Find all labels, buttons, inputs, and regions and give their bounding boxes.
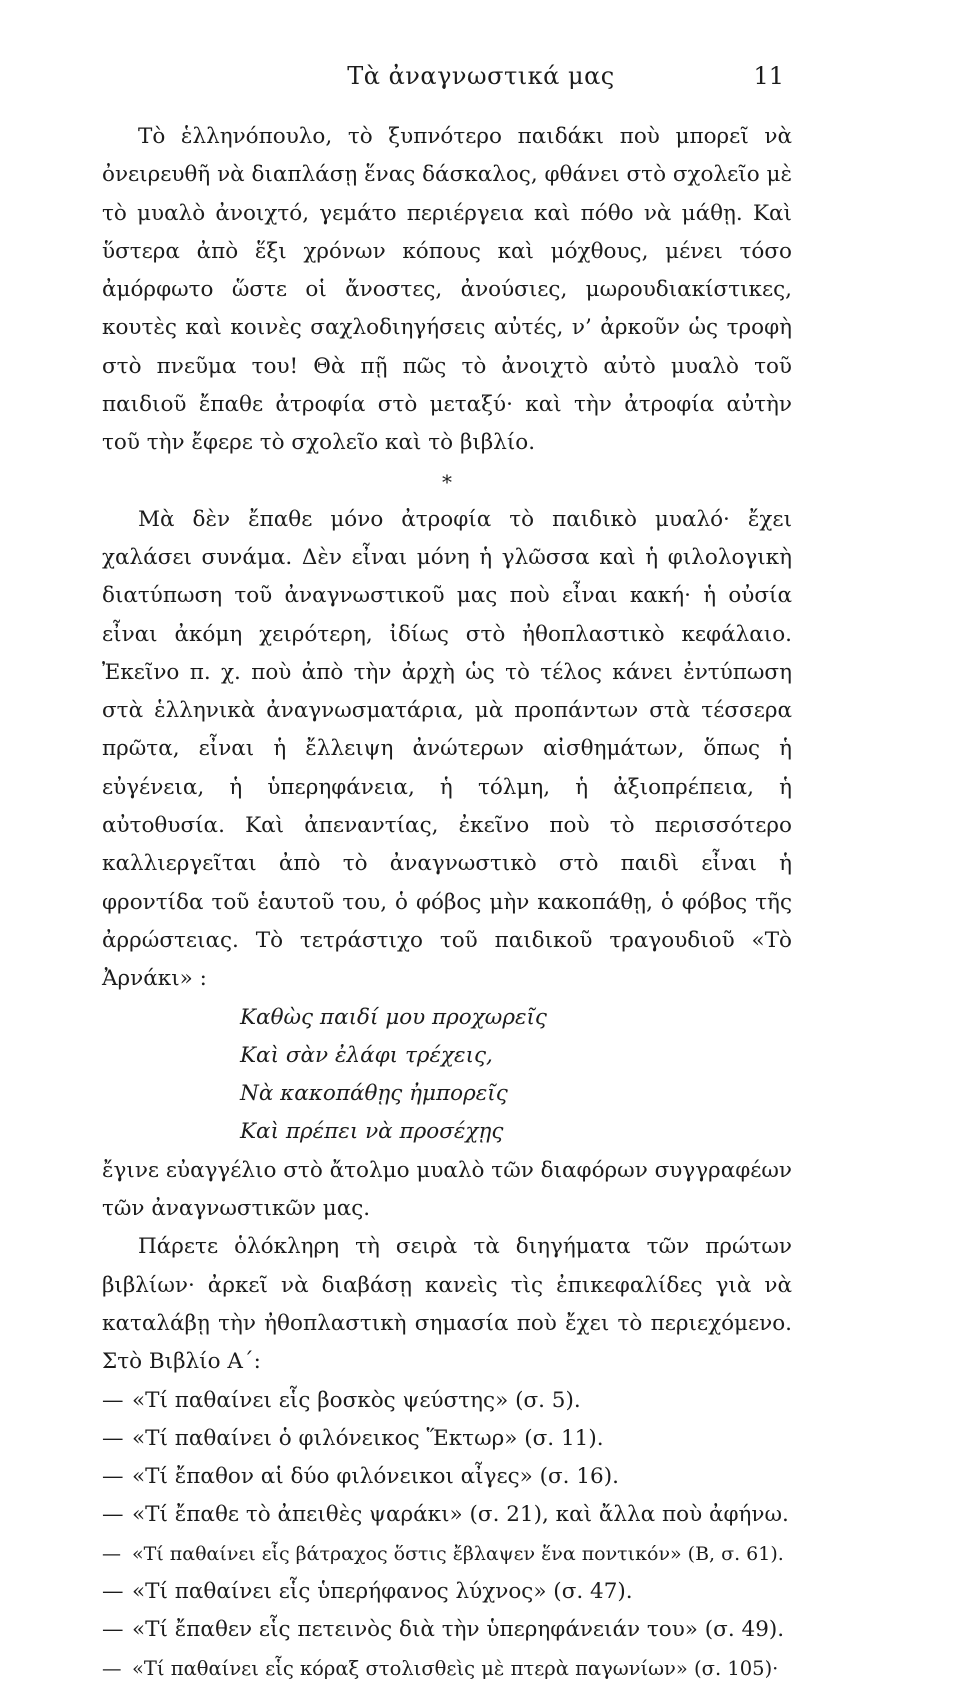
list-item-text: «Τί ἔπαθον αἱ δύο φιλόνεικοι αἶγες» (σ. 16). (132, 1464, 619, 1490)
list-item-text: «Τί παθαίνει εἷς βοσκὸς ψεύστης» (σ. 5). (132, 1387, 581, 1413)
list-item (102, 1458, 792, 1496)
dash-marker: — (102, 1387, 124, 1413)
poem-line: Καὶ σὰν ἐλάφι τρέχεις, (240, 1042, 493, 1068)
section-separator: * (442, 469, 452, 494)
list-item-text: «Τί παθαίνει εἷς βάτραχος ὅστις ἔβλαψεν ἕνα ποντικόν» (Β, σ. 61). (132, 1542, 784, 1565)
dash-marker: — (102, 1656, 122, 1680)
paragraph-2: Μὰ δὲν ἔπαθε μόνο ἀτροφία τὸ παιδικὸ μυαλό· ἔχει χαλάσει συνάμα. Δὲν εἶναι μόνη ἡ γλῶσσα καὶ ἡ φιλολογικὴ διατύπωση τοῦ ἀναγνωστικοῦ μας ποὺ εἶναι κακή· ἡ οὐσία εἶναι ἀκόμη χειρότερη, ἰδίως στὸ ἠθοπλαστικὸ κεφάλαιο. Ἐκεῖνο π. χ. ποὺ ἀπὸ τὴν ἀρχὴ ὡς τὸ τέλος κάνει ἐντύπωση στὰ ἑλληνικὰ ἀναγνωσματάρια, μὰ προπάντων στὰ τέσσερα πρῶτα, εἶναι ἡ ἔλλειψη ἀνώτερων αἰσθημάτων, ὅπως ἡ εὐγένεια, ἡ ὑπερηφάνεια, ἡ τόλμη, ἡ ἀξιοπρέπεια, ἡ αὐτοθυσία. Καὶ ἀπεναντίας, ἐκεῖνο ποὺ τὸ περισσότερο καλλιεργεῖται ἀπὸ τὸ ἀναγνωστικὸ στὸ παιδὶ εἶναι ἡ φροντίδα τοῦ ἑαυτοῦ του, ὁ φόβος μὴν κακοπάθῃ, ὁ φόβος τῆς ἀρρώστειας. Τὸ τετράστιχο τοῦ παιδικοῦ τραγουδιοῦ «Τὸ Ἀρνάκι» : (102, 506, 792, 992)
paragraph-4: Πάρετε ὁλόκληρη τὴ σειρὰ τὰ διηγήματα τῶν πρώτων βιβλίων· ἀρκεῖ νὰ διαβάσῃ κανεὶς τὶς ἐπικεφαλίδες γιὰ νὰ καταλάβῃ τὴν ἠθοπλαστικὴ σημασία ποὺ ἔχει τὸ περιεχόμενο. Στὸ Βιβλίο Α΄: (102, 1234, 792, 1375)
poem-line: Καὶ πρέπει νὰ προσέχῃς (240, 1119, 504, 1145)
list-item-text: «Τί παθαίνει εἷς κόραξ στολισθεὶς μὲ πτερὰ παγωνίων» (σ. 105)· (132, 1656, 779, 1680)
list-item-text: «Τί ἔπαθε τὸ ἀπειθὲς ψαράκι» (σ. 21), καὶ ἄλλα ποὺ ἀφήνω. (132, 1502, 789, 1528)
list-item (102, 1382, 792, 1420)
page-header (0, 62, 962, 98)
dash-marker: — (102, 1425, 124, 1451)
running-title: Τὰ ἀναγνωστικά μας (347, 62, 615, 90)
page-body (102, 118, 792, 1688)
paragraph-3: ἔγινε εὐαγγέλιο στὸ ἄτολμο μυαλὸ τῶν διαφόρων συγγραφέων τῶν ἀναγνωστικῶν μας. (102, 1157, 793, 1222)
list-item (102, 1650, 792, 1688)
quoted-poem (240, 999, 792, 1152)
list-item (102, 1611, 792, 1649)
list-item (102, 1535, 792, 1573)
list-item (102, 1420, 792, 1458)
dash-marker: — (102, 1617, 124, 1643)
list-item (102, 1573, 792, 1611)
dash-marker: — (102, 1502, 124, 1528)
list-item-text: «Τί παθαίνει εἷς ὑπερήφανος λύχνος» (σ. 47). (132, 1578, 633, 1604)
poem-line: Καθὼς παιδί μου προχωρεῖς (240, 1004, 547, 1030)
page-number: 11 (753, 62, 784, 90)
poem-line: Νὰ κακοπάθῃς ἠμπορεῖς (240, 1081, 508, 1107)
list-item-text: «Τί παθαίνει ὁ φιλόνεικος Ἕκτωρ» (σ. 11). (132, 1425, 604, 1451)
list-item-text: «Τί ἔπαθεν εἷς πετεινὸς διὰ τὴν ὑπερηφάνειάν του» (σ. 49). (132, 1617, 785, 1643)
list-item (102, 1496, 792, 1534)
dash-marker: — (102, 1542, 121, 1565)
story-title-list (102, 1382, 792, 1688)
dash-marker: — (102, 1578, 124, 1604)
dash-marker: — (102, 1464, 124, 1490)
paragraph-1: Τὸ ἑλληνόπουλο, τὸ ξυπνότερο παιδάκι ποὺ μπορεῖ νὰ ὀνειρευθῆ νὰ διαπλάσῃ ἕνας δάσκαλος, φθάνει στὸ σχολεῖο μὲ τὸ μυαλὸ ἀνοιχτό, γεμάτο περιέργεια καὶ πόθο νὰ μάθῃ. Καὶ ὕστερα ἀπὸ ἕξι χρόνων κόπους καὶ μόχθους, μένει τόσο ἀμόρφωτο ὥστε οἱ ἄνοστες, ἀνούσιες, μωρουδιακίστικες, κουτὲς καὶ κοινὲς σαχλοδιηγήσεις αὐτές, ν’ ἀρκοῦν ὡς τροφὴ στὸ πνεῦμα του! Θὰ πῇ πῶς τὸ ἀνοιχτὸ αὐτὸ μυαλὸ τοῦ παιδιοῦ ἔπαθε ἀτροφία στὸ μεταξύ· καὶ τὴν ἀτροφία αὐτὴν τοῦ τὴν ἔφερε τὸ σχολεῖο καὶ τὸ βιβλίο. (102, 124, 792, 456)
